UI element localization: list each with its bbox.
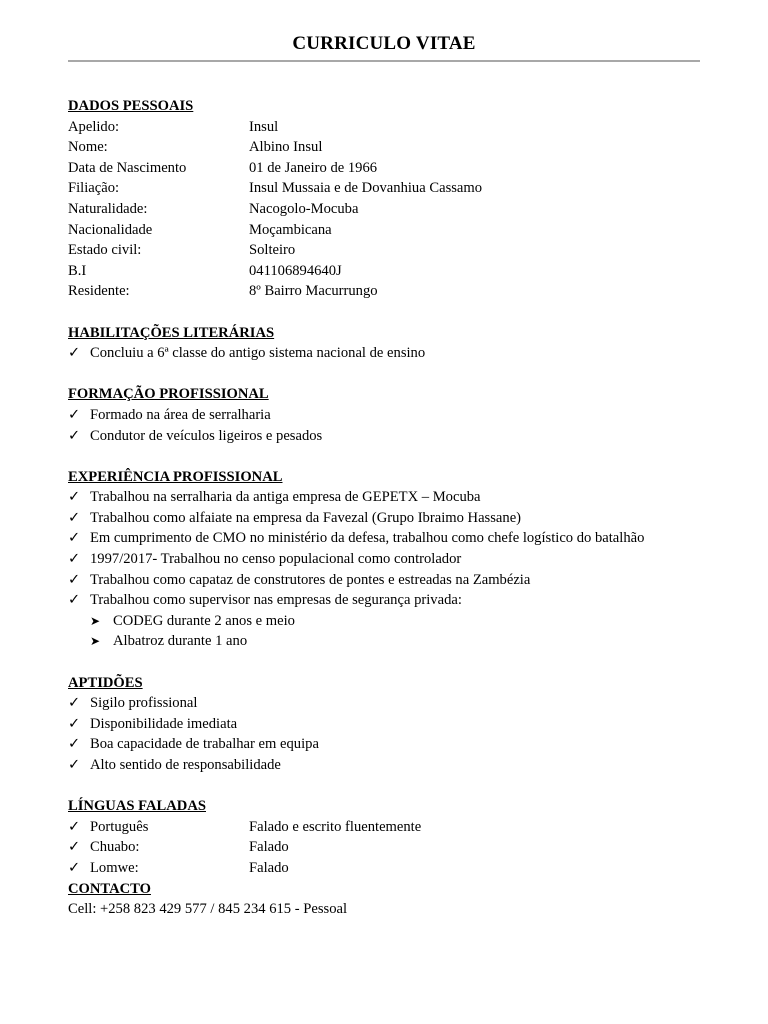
personal-row <box>68 240 708 261</box>
checkmark-icon: ✓ <box>68 427 81 444</box>
row-value: Insul <box>249 118 279 135</box>
section-heading-dados-pessoais: DADOS PESSOAIS <box>68 98 194 114</box>
section-heading-habilitacoes: HABILITAÇÕES LITERÁRIAS <box>68 324 275 341</box>
list-item <box>68 405 708 426</box>
checkmark-icon: ✓ <box>68 571 81 588</box>
row-value: 8º Bairro Macurrungo <box>249 283 378 300</box>
list-item-text: Sigilo profissional <box>90 695 198 712</box>
row-value: Moçambicana <box>249 221 332 238</box>
language-name: Português <box>90 818 149 835</box>
personal-row <box>68 158 708 179</box>
list-item <box>68 487 708 508</box>
personal-row <box>68 281 708 302</box>
checkmark-icon: ✓ <box>68 695 81 712</box>
personal-row <box>68 220 708 241</box>
list-item <box>68 734 708 755</box>
language-name: Lomwe: <box>90 859 139 876</box>
list-item <box>68 755 708 776</box>
row-label: B.I <box>68 262 87 279</box>
title-divider <box>68 60 700 62</box>
spacer <box>68 446 708 467</box>
checkmark-icon: ✓ <box>68 530 81 547</box>
row-value: Solteiro <box>249 242 296 259</box>
sub-list-item-text: CODEG durante 2 anos e meio <box>113 612 295 629</box>
checkmark-icon: ✓ <box>68 839 81 856</box>
checkmark-icon: ✓ <box>68 715 81 732</box>
list-item <box>68 714 708 735</box>
language-row <box>68 817 708 838</box>
language-row <box>68 837 708 858</box>
checkmark-icon: ✓ <box>68 592 81 609</box>
section-heading-contacto: CONTACTO <box>68 880 151 897</box>
cv-content <box>68 96 708 920</box>
section-heading-experiencia: EXPERIÊNCIA PROFISSIONAL <box>68 468 283 485</box>
list-item <box>68 549 708 570</box>
personal-row <box>68 137 708 158</box>
row-value: Insul Mussaia e de Dovanhiua Cassamo <box>249 180 483 197</box>
row-label: Filiação: <box>68 180 120 197</box>
list-item-text: Formado na área de serralharia <box>90 406 271 423</box>
list-item-text: Disponibilidade imediata <box>90 715 238 732</box>
list-item-text: Boa capacidade de trabalhar em equipa <box>90 736 319 753</box>
checkmark-icon: ✓ <box>68 859 81 876</box>
row-value: 01 de Janeiro de 1966 <box>249 159 378 176</box>
list-item-text: Condutor de veículos ligeiros e pesados <box>90 427 323 444</box>
list-item-text: Concluiu a 6ª classe do antigo sistema nacional de ensino <box>90 345 426 362</box>
list-item-text: Trabalhou como capataz de construtores de pontes e estreadas na Zambézia <box>90 571 531 588</box>
contact-text: Cell: +258 823 429 577 / 845 234 615 - Pessoal <box>68 901 348 918</box>
document-title: CURRICULO VITAE <box>292 33 476 54</box>
sub-list-item <box>68 631 708 652</box>
row-label: Residente: <box>68 283 130 300</box>
list-item-text: Trabalhou como alfaiate na empresa da Favezal (Grupo Ibraimo Hassane) <box>90 509 522 526</box>
checkmark-icon: ✓ <box>68 551 81 568</box>
checkmark-icon: ✓ <box>68 736 81 753</box>
row-value: Albino Insul <box>249 139 323 156</box>
checkmark-icon: ✓ <box>68 509 81 526</box>
row-label: Apelido: <box>68 118 120 135</box>
list-item <box>68 570 708 591</box>
personal-row <box>68 199 708 220</box>
list-item <box>68 426 708 447</box>
language-level: Falado e escrito fluentemente <box>249 818 422 835</box>
row-label: Data de Nascimento <box>68 159 187 176</box>
checkmark-icon: ✓ <box>68 345 81 362</box>
list-item <box>68 693 708 714</box>
list-item <box>68 508 708 529</box>
list-item-text: 1997/2017- Trabalhou no censo populacional como controlador <box>90 551 462 568</box>
row-label: Naturalidade: <box>68 200 148 217</box>
list-item <box>68 343 708 364</box>
personal-row <box>68 178 708 199</box>
sub-list-item <box>68 611 708 632</box>
list-item-text: Trabalhou como supervisor nas empresas de segurança privada: <box>90 592 462 609</box>
checkmark-icon: ✓ <box>68 757 81 773</box>
spacer <box>68 652 708 673</box>
sub-list-item-text: Albatroz durante 1 ano <box>113 633 248 650</box>
row-label: Estado civil: <box>68 242 142 259</box>
checkmark-icon: ✓ <box>68 818 81 835</box>
section-heading-aptidoes: APTIDÕES <box>68 674 143 691</box>
language-row <box>68 858 708 879</box>
arrowhead-bullet-icon: ➤ <box>90 634 101 649</box>
list-item-text: Em cumprimento de CMO no ministério da defesa, trabalhou como chefe logístico do batalhão <box>90 530 645 547</box>
list-item-text: Trabalhou na serralharia da antiga empresa de GEPETX – Mocuba <box>90 489 481 506</box>
section-heading-linguas: LÍNGUAS FALADAS <box>68 798 206 815</box>
personal-row <box>68 261 708 282</box>
row-label: Nome: <box>68 139 108 156</box>
list-item <box>68 528 708 549</box>
section-heading-formacao: FORMAÇÃO PROFISSIONAL <box>68 386 269 403</box>
language-name: Chuabo: <box>90 839 140 856</box>
personal-row <box>68 117 708 138</box>
checkmark-icon: ✓ <box>68 489 81 506</box>
spacer <box>68 302 708 323</box>
row-value: 041106894640J <box>249 262 342 279</box>
row-value: Nacogolo-Mocuba <box>249 200 359 217</box>
checkmark-icon: ✓ <box>68 406 81 423</box>
language-level: Falado <box>249 859 289 876</box>
row-label: Nacionalidade <box>68 221 153 238</box>
arrowhead-bullet-icon: ➤ <box>90 613 101 628</box>
language-level: Falado <box>249 839 289 856</box>
list-item <box>68 590 708 611</box>
list-item-text: Alto sentido de responsabilidade <box>90 757 281 773</box>
spacer <box>68 776 708 797</box>
spacer <box>68 364 708 385</box>
